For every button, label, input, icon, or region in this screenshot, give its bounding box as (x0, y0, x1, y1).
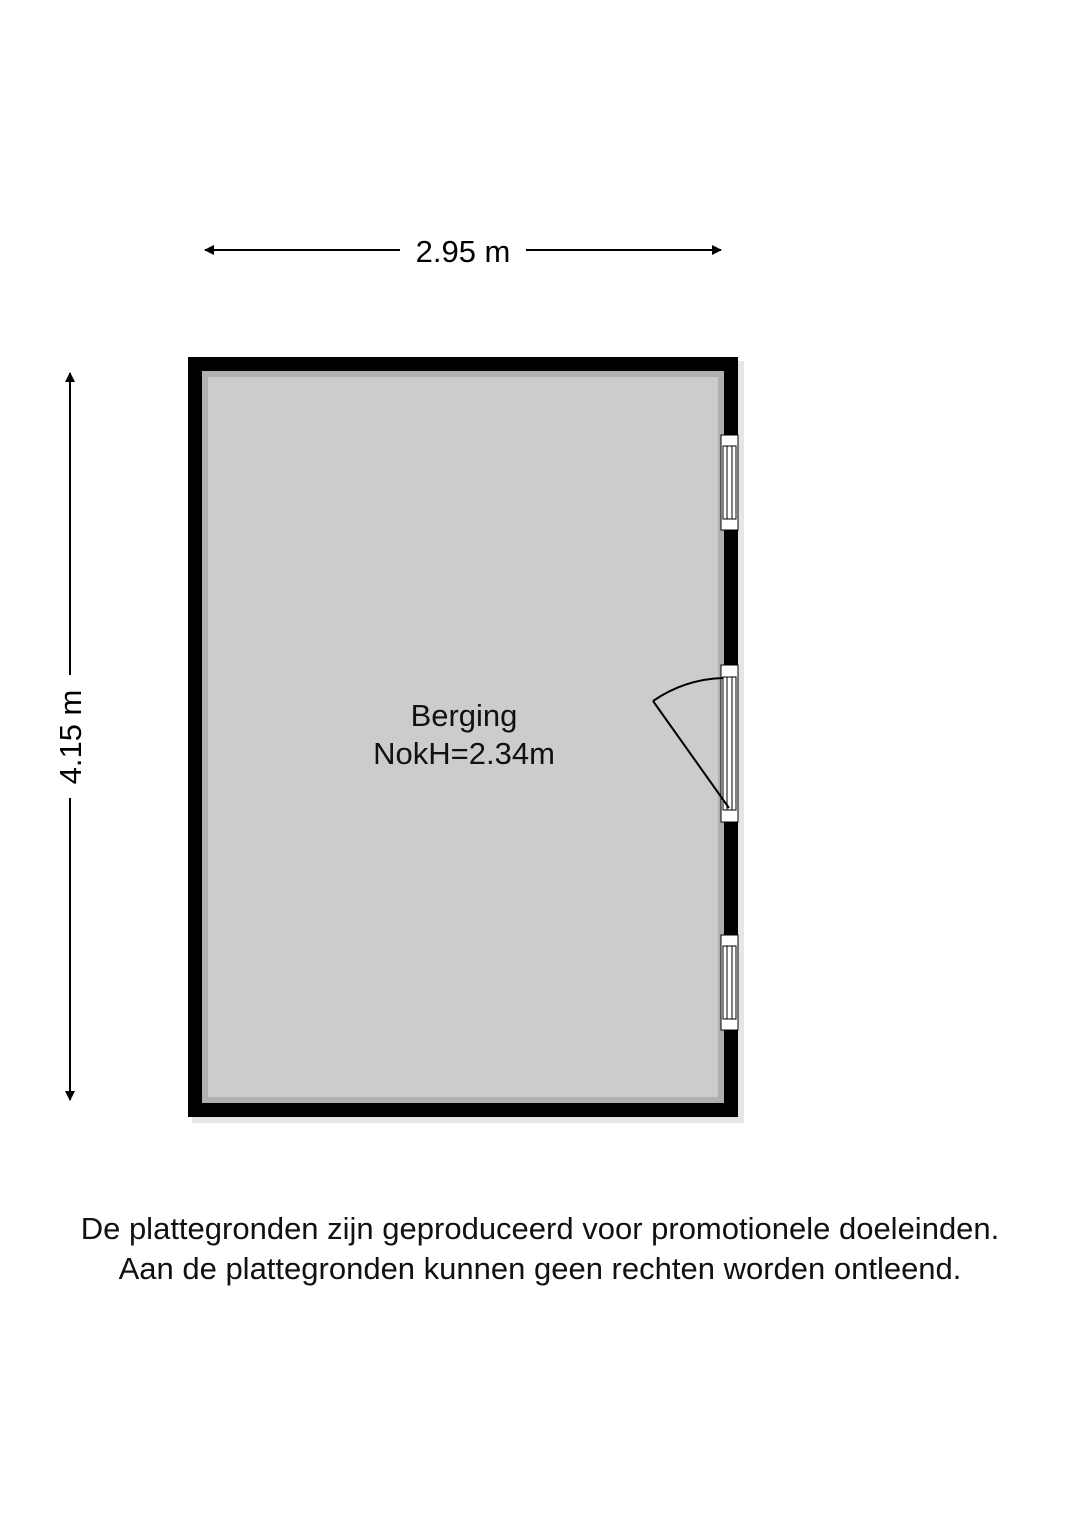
height-label: 4.15 m (53, 689, 88, 785)
window-bottom (721, 935, 738, 1030)
width-label: 2.95 m (415, 234, 511, 269)
disclaimer-line-1: De plattegronden zijn geproduceerd voor promotionele doeleinden. (80, 1211, 1000, 1246)
width-dimension-line (205, 234, 721, 269)
window-top (721, 435, 738, 530)
room-ridge-height: NokH=2.34m (373, 736, 555, 771)
height-dimension-line (53, 373, 88, 1100)
room-name: Berging (410, 698, 518, 733)
disclaimer-line-2: Aan de plattegronden kunnen geen rechten worden ontleend. (118, 1251, 962, 1286)
